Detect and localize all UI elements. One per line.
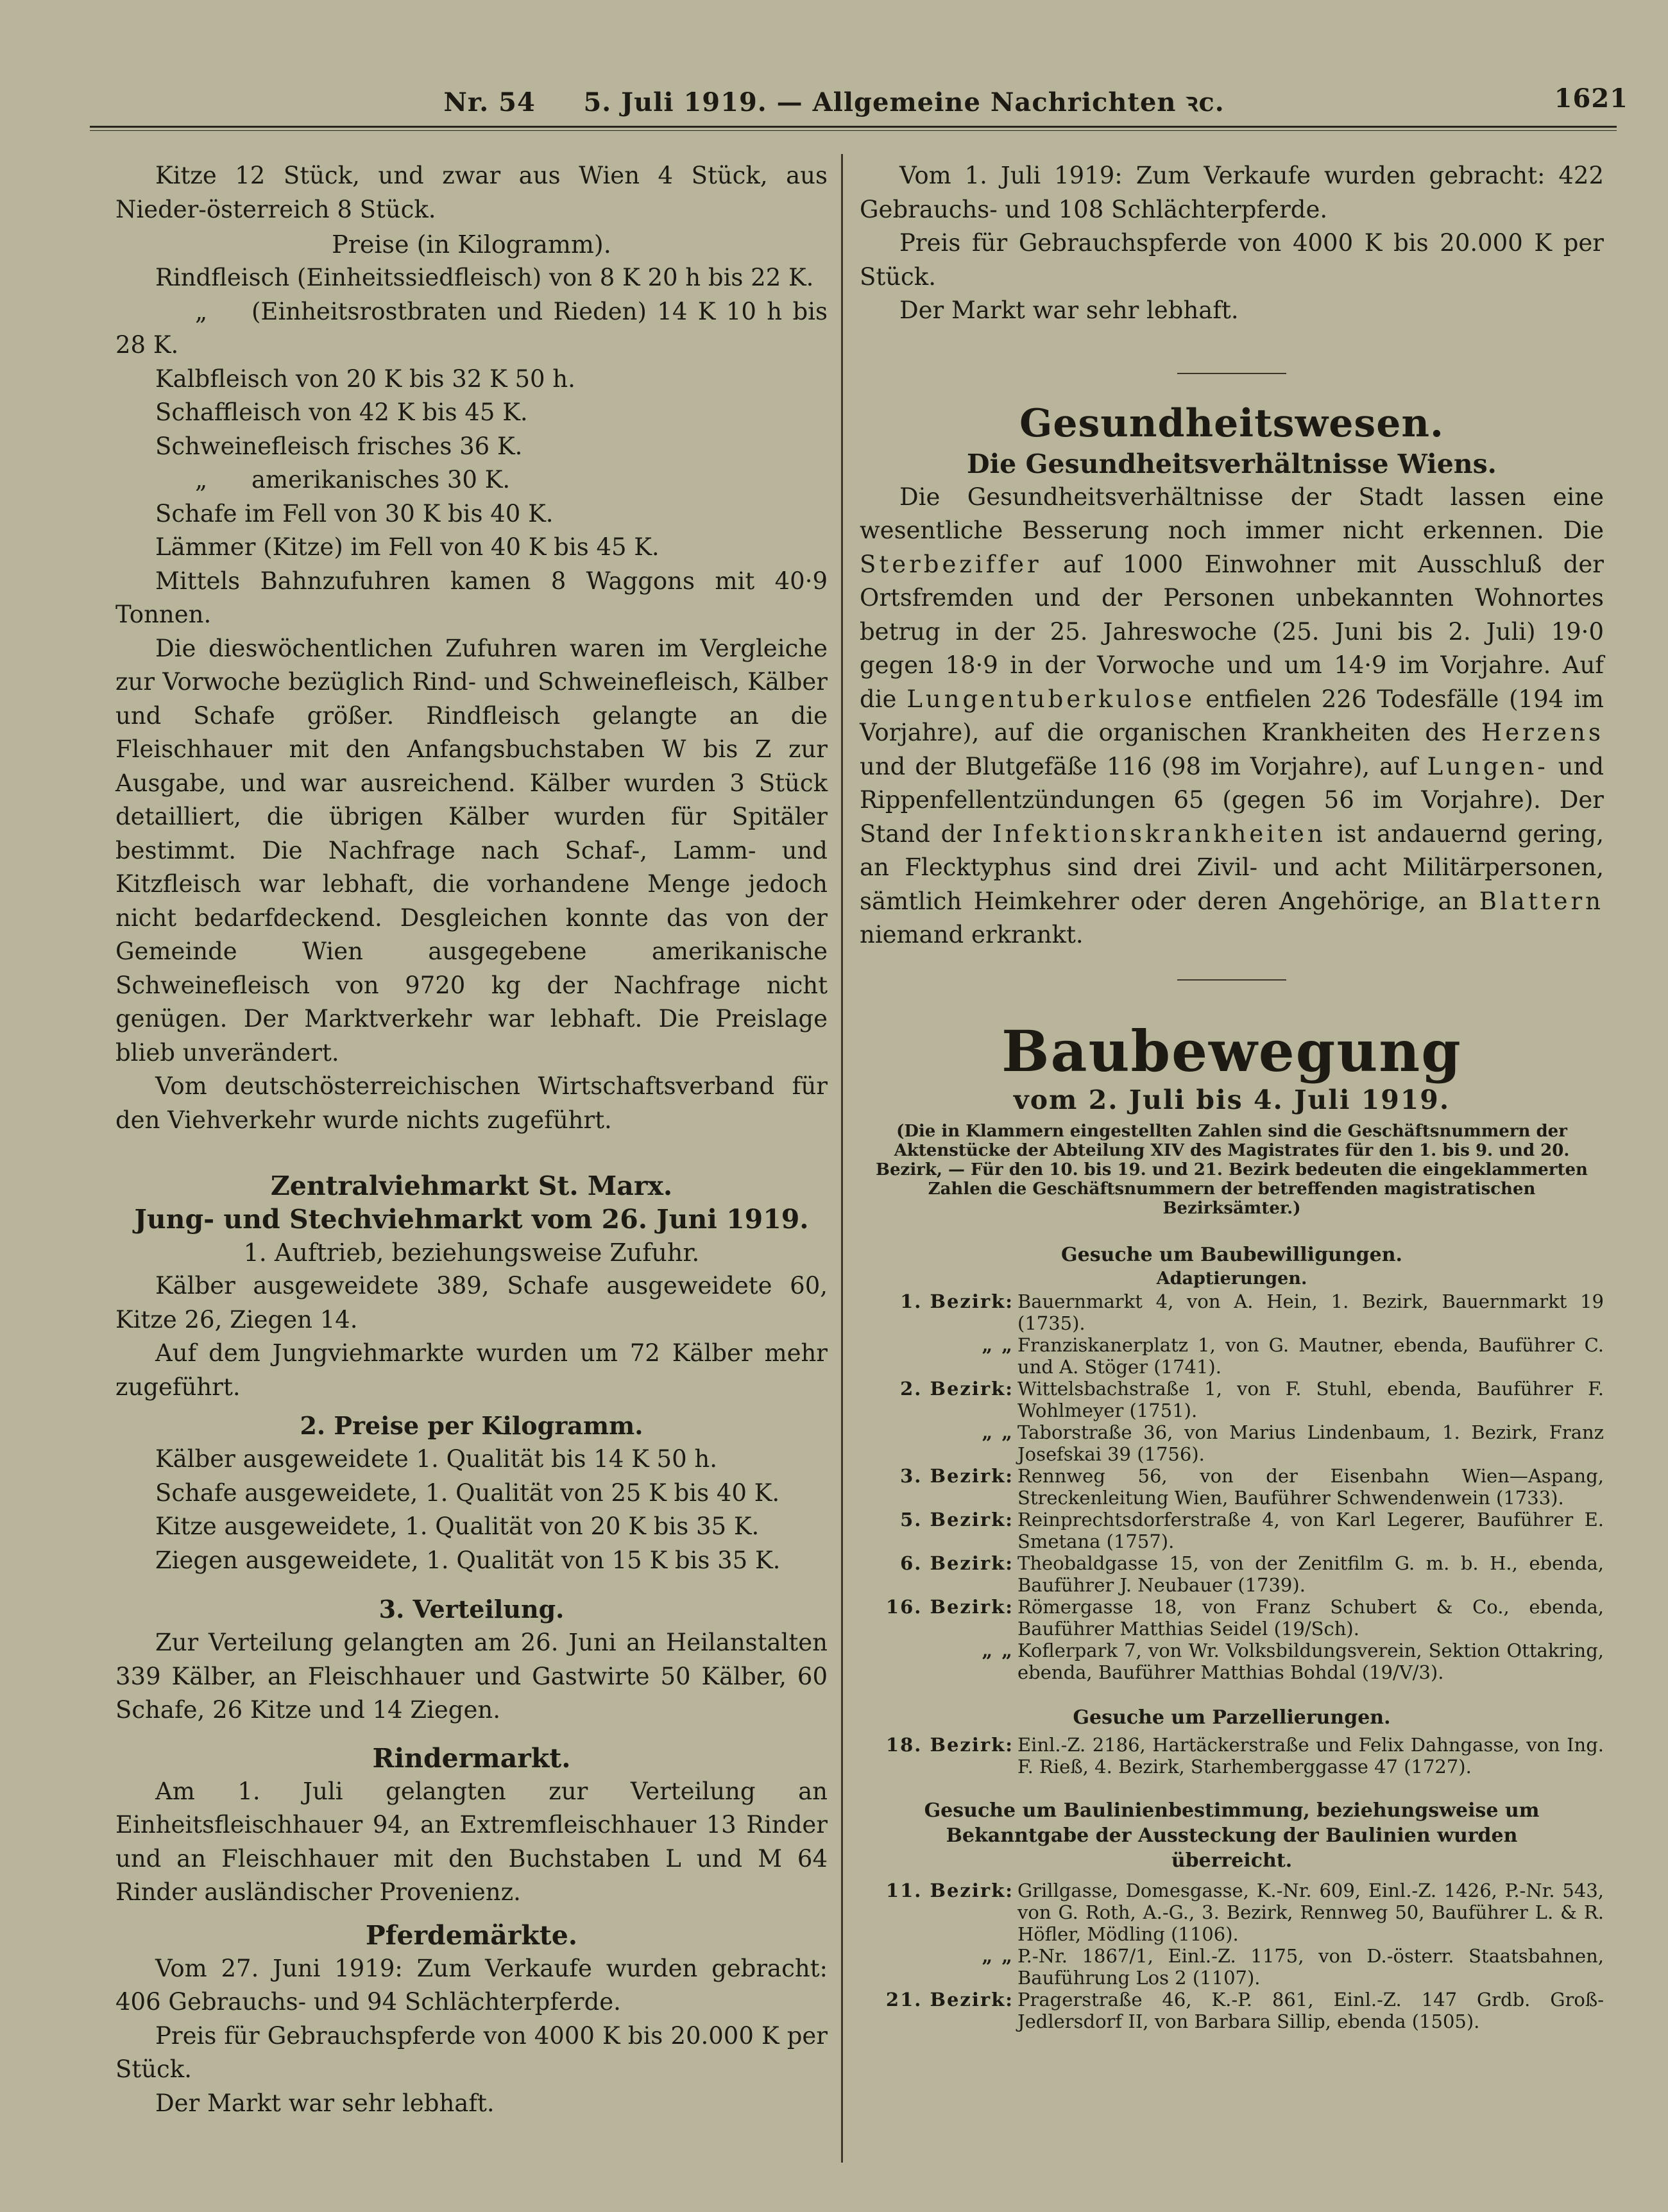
spaced-term: Sterbeziffer: [860, 550, 1042, 578]
zentralviehmarkt-title: Zentralviehmarkt St. Marx.: [270, 1170, 673, 1201]
list-item: 1. Bezirk: Bauernmarkt 4, von A. Hein, 1. Bezirk, Bauernmarkt 19 (1735).: [900, 1290, 1604, 1334]
pferde-preis-paragraph: Preis für Gebrauchspferde von 4000 K bis 20.000 K per Stück.: [860, 229, 1604, 291]
bahn-paragraph: Mittels Bahnzufuhren kamen 8 Waggons mit 40·9 Tonnen.: [115, 567, 828, 628]
right-column: [860, 159, 1604, 2032]
list-item: 6. Bezirk: Theobaldgasse 15, von der Zenitfilm G. m. b. H., ebenda, Bauführer J. Neubauer (1739).: [900, 1552, 1604, 1596]
preise2-line: Kitze ausgeweidete, 1. Qualität von 20 K bis 35 K.: [155, 1513, 760, 1540]
wirtschaft-paragraph: Vom deutschösterreichischen Wirtschaftsverband für den Viehverkehr wurde nichts zugeführt.: [115, 1072, 828, 1134]
list-item: 21. Bezirk: Pragerstraße 46, K.-P. 861, Einl.-Z. 147 Grdb. Groß-Jedlersdorf II, von Barbara Sillip, ebenda (1505).: [885, 1988, 1604, 2032]
verteilung-paragraph: Zur Verteilung gelangten am 26. Juni an Heilanstalten 339 Kälber, an Fleischhauer und Gastwirte 50 Kälber, 60 Schafe, 26 Kitze und 14 Ziegen.: [115, 1629, 828, 1724]
ditto-mark: „: [195, 297, 208, 325]
pferde-27-paragraph: Vom 27. Juni 1919: Zum Verkaufe wurden gebracht: 406 Gebrauchs- und 94 Schlächterpferde.: [115, 1954, 828, 2016]
auftrieb-paragraph: Kälber ausgeweidete 389, Schafe ausgeweidete 60, Kitze 26, Ziegen 14.: [115, 1272, 828, 1333]
spaced-term: Lungentuberkulose: [906, 685, 1196, 713]
auftrieb-heading: 1. Auftrieb, beziehungsweise Zufuhr.: [243, 1239, 700, 1267]
gesundheit-subtitle: Die Gesundheitsverhältnisse Wiens.: [967, 448, 1497, 479]
column-divider: [841, 154, 843, 2163]
header-rule-thin: [90, 130, 1617, 131]
price-line: „ amerikanisches 30 K.: [115, 463, 828, 497]
issue-date: 5. Juli 1919.: [583, 87, 767, 117]
running-head: [0, 76, 1668, 117]
preise2-line: Ziegen ausgeweidete, 1. Qualität von 15 K bis 35 K.: [155, 1546, 781, 1574]
list-item: 2. Bezirk: Wittelsbachstraße 1, von F. Stuhl, ebenda, Bauführer F. Wohlmeyer (1751).: [900, 1377, 1604, 1421]
jungvieh-paragraph: Auf dem Jungviehmarkte wurden um 72 Kälber mehr zugeführt.: [115, 1339, 828, 1401]
spaced-term: Blattern: [1479, 887, 1604, 915]
jungviehmarkt-title: Jung- und Stechviehmarkt vom 26. Juni 1919.: [134, 1204, 809, 1235]
baubewilligungen-list: [860, 1290, 1604, 1683]
spaced-term: Herzens: [1481, 719, 1604, 746]
price-line: „ (Einheitsrostbraten und Rieden) 14 K 10 h bis 28 K.: [115, 295, 828, 363]
adaptierungen-heading: Adaptierungen.: [1156, 1268, 1307, 1289]
preise2-line: Schafe ausgeweidete, 1. Qualität von 25 K bis 40 K.: [155, 1479, 780, 1507]
header-rule: [90, 126, 1617, 128]
baulinien-heading: Gesuche um Baulinienbestimmung, beziehungsweise um Bekanntgabe der Aussteckung der Baulinien wurden überreicht.: [924, 1799, 1540, 1872]
list-item: 18. Bezirk: Einl.-Z. 2186, Hartäckerstraße und Felix Dahngasse, von Ing. F. Rieß, 4. Bezirk, Starhemberggasse 47 (1727).: [885, 1733, 1604, 1778]
page-number: 1621: [1554, 83, 1628, 114]
baubewilligungen-heading: Gesuche um Baubewilligungen.: [1060, 1243, 1403, 1266]
list-item: „ „ Taborstraße 36, von Marius Lindenbaum, 1. Bezirk, Franz Josefskai 39 (1756).: [982, 1421, 1604, 1465]
list-item: „ „ Franziskanerplatz 1, von G. Mautner, ebenda, Bauführer C. und A. Stöger (1741).: [982, 1333, 1604, 1378]
baubewegung-dates: vom 2. Juli bis 4. Juli 1919.: [1013, 1084, 1451, 1115]
list-item: „ „ Koflerpark 7, von Wr. Volksbildungsverein, Sektion Ottakring, ebenda, Bauführer Matthias Bohdal (19/V/3).: [982, 1639, 1604, 1683]
gesundheitswesen-title: Gesundheitswesen.: [1019, 400, 1444, 446]
price-line: Schaffleisch von 42 K bis 45 K.: [155, 399, 528, 426]
price-line: Lämmer (Kitze) im Fell von 40 K bis 45 K.: [155, 533, 660, 561]
price-line: Schweinefleisch frisches 36 K.: [155, 432, 523, 460]
preise-heading: Preise (in Kilogramm).: [332, 230, 611, 259]
preise2-heading: 2. Preise per Kilogramm.: [300, 1411, 643, 1440]
verteilung-heading: 3. Verteilung.: [379, 1595, 565, 1624]
pferde-1juli-paragraph: Vom 1. Juli 1919: Zum Verkaufe wurden gebracht: 422 Gebrauchs- und 108 Schlächterpferde.: [860, 162, 1604, 223]
list-item: 5. Bezirk: Reinprechtsdorferstraße 4, von Karl Legerer, Bauführer E. Smetana (1757).: [900, 1508, 1604, 1552]
baubewegung-note: (Die in Klammern eingestellten Zahlen sind die Geschäftsnummern der Aktenstücke der Abteilung XIV des Magistrates für den 1. bis 9. und 20. Bezirk, — Für den 10. bis 19. und 21. Bezirk bedeuten die eingeklammerten Zahlen die Geschäftsnummern der betreffenden magistratischen Bezirksämter.): [876, 1121, 1588, 1218]
left-column: [115, 159, 828, 2120]
pferdemaerkte-title: Pferdemärkte.: [365, 1919, 578, 1951]
pferde-preis-paragraph: Preis für Gebrauchspferde von 4000 K bis 20.000 K per Stück.: [115, 2021, 828, 2083]
spaced-term: Lungen-: [1427, 752, 1549, 780]
baulinien-list: [860, 1880, 1604, 2032]
price-line: Kalbfleisch von 20 K bis 32 K 50 h.: [155, 364, 575, 393]
gesundheit-paragraph: Die Gesundheitsverhältnisse der Stadt lassen eine wesentliche Besserung noch immer nicht erkennen. Die Sterbeziffer auf 1000 Einwohner mit Ausschluß der Ortsfremden und der Personen unbekannten Wohnortes betrug in der 25. Jahreswoche (25. Juni bis 2. Juli) 19·0 gegen 18·9 in der Vorwoche und um 14·9 im Vorjahre. Auf die Lungentuberkulose entfielen 226 Todesfälle (194 im Vorjahre), auf die organischen Krankheiten des Herzens und der Blutgefäße 116 (98 im Vorjahre), auf Lungen- und Rippenfellentzündungen 65 (gegen 56 im Vorjahre). Der Stand der Infektionskrankheiten ist andauernd gering, an Flecktyphus sind drei Zivil- und acht Militärpersonen, sämtlich Heimkehrer oder deren Angehörige, an Blattern niemand erkrankt.: [860, 483, 1604, 948]
price-line: Rindfleisch (Einheitssiedfleisch) von 8 K 20 h bis 22 K.: [155, 264, 814, 291]
baubewegung-title: Baubewegung: [1001, 1017, 1462, 1085]
rindermarkt-title: Rindermarkt.: [372, 1742, 571, 1774]
section-name: Allgemeine Nachrichten ꝛc.: [812, 87, 1225, 117]
rindermarkt-paragraph: Am 1. Juli gelangten zur Verteilung an Einheitsfleischhauer 94, an Extremfleischhauer 13 Rinder und an Fleischhauer mit den Buchstaben L und M 64 Rinder ausländischer Provenienz.: [115, 1777, 828, 1906]
parzellierungen-list: [860, 1734, 1604, 1778]
ditto-mark: „: [195, 466, 208, 493]
pferde-markt-paragraph: Der Markt war sehr lebhaft.: [155, 2089, 495, 2117]
price-line: Schafe im Fell von 30 K bis 40 K.: [155, 499, 554, 527]
list-item: 3. Bezirk: Rennweg 56, von der Eisenbahn Wien—Aspang, Streckenleitung Wien, Bauführer Schwendenwein (1733).: [900, 1464, 1604, 1509]
header-dash: —: [776, 87, 803, 117]
kitze-paragraph: Kitze 12 Stück, und zwar aus Wien 4 Stück, aus Nieder-österreich 8 Stück.: [115, 162, 828, 223]
list-item: „ „ P.-Nr. 1867/1, Einl.-Z. 1175, von D.-österr. Staatsbahnen, Bauführung Los 2 (1107).: [982, 1944, 1604, 1989]
spaced-term: Infektionskrankheiten: [992, 819, 1326, 848]
list-item: 16. Bezirk: Römergasse 18, von Franz Schubert & Co., ebenda, Bauführer Matthias Seidel (19/Sch).: [885, 1595, 1604, 1640]
pferde-markt-paragraph: Der Markt war sehr lebhaft.: [899, 296, 1239, 324]
list-item: 11. Bezirk: Grillgasse, Domesgasse, K.-Nr. 609, Einl.-Z. 1426, P.-Nr. 543, von G. Roth, A.-G., 3. Bezirk, Rennweg 50, Bauführer L. & R. Höfler, Mödling (1106).: [885, 1879, 1604, 1945]
zufuhren-paragraph: Die dieswöchentlichen Zufuhren waren im Vergleiche zur Vorwoche bezüglich Rind- und Schweinefleisch, Kälber und Schafe größer. Rindfleisch gelangte an die Fleischhauer mit den Anfangsbuchstaben W bis Z zur Ausgabe, und war ausreichend. Kälber wurden 3 Stück detailliert, die übrigen Kälber wurden für Spitäler bestimmt. Die Nachfrage nach Schaf-, Lamm- und Kitzfleisch war lebhaft, die vorhandene Menge jedoch nicht bedarfdeckend. Desgleichen konnte das von der Gemeinde Wien ausgegebene amerikanische Schweinefleisch von 9720 kg der Nachfrage nicht genügen. Der Marktverkehr war lebhaft. Die Preislage blieb unverändert.: [115, 634, 828, 1067]
issue-number: Nr. 54: [443, 87, 536, 117]
preise2-line: Kälber ausgeweidete 1. Qualität bis 14 K 50 h.: [155, 1445, 717, 1473]
parzellierungen-heading: Gesuche um Parzellierungen.: [1073, 1706, 1391, 1729]
